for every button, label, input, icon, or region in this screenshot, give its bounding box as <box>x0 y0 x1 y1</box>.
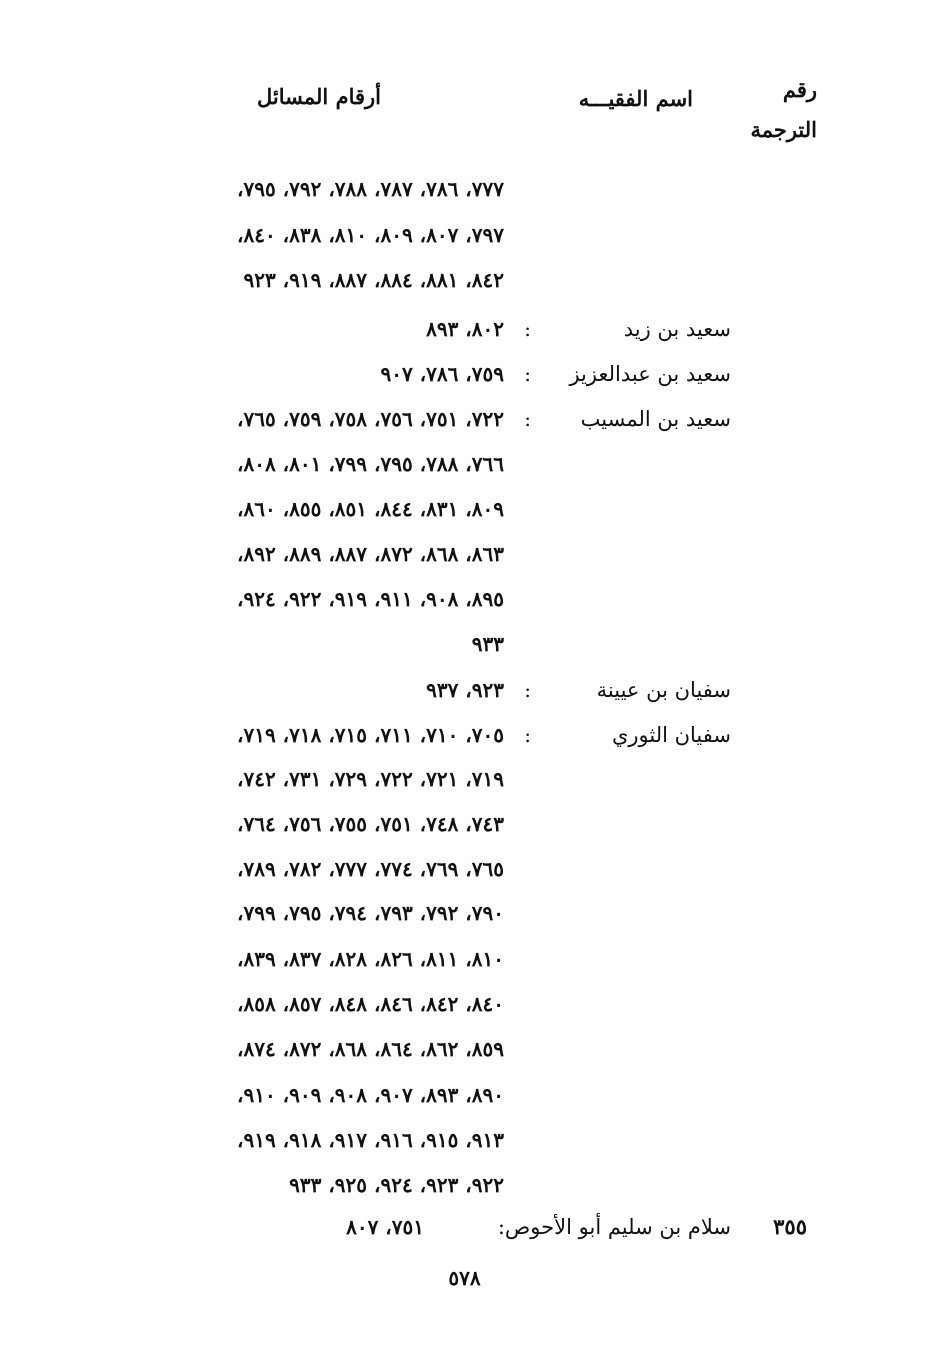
index-row <box>0 449 949 479</box>
issue-numbers: ٨٠٩، ٨٣١، ٨٤٤، ٨٥١، ٨٥٥، ٨٦٠، <box>237 497 504 521</box>
jurist-name: سعيد بن عبدالعزيز <box>569 362 731 386</box>
index-row <box>0 404 949 434</box>
index-row-last <box>0 1212 949 1242</box>
index-row <box>0 720 949 750</box>
issue-numbers: ٩٢٢، ٩٢٣، ٩٢٤، ٩٢٥، ٩٣٣ <box>289 1173 504 1197</box>
index-row <box>0 1080 949 1110</box>
index-row <box>0 1034 949 1064</box>
index-row <box>0 809 949 839</box>
issue-numbers: ٧٠٥، ٧١٠، ٧١١، ٧١٥، ٧١٨، ٧١٩، <box>237 723 504 747</box>
separator-colon: : <box>524 723 531 747</box>
index-row <box>0 944 949 974</box>
entry-number-header-line2: الترجمة <box>750 117 817 142</box>
index-row <box>0 314 949 344</box>
issue-numbers: ٨٥٩، ٨٦٢، ٨٦٤، ٨٦٨، ٨٧٢، ٨٧٤، <box>237 1037 504 1061</box>
jurist-name: سلام بن سليم أبو الأحوص: <box>497 1215 731 1239</box>
jurist-name: سفيان بن عيينة <box>596 678 731 702</box>
index-row <box>0 854 949 884</box>
index-row <box>0 898 949 928</box>
issue-numbers: ٧٩٠، ٧٩٢، ٧٩٣، ٧٩٤، ٧٩٥، ٧٩٩، <box>237 901 504 925</box>
issue-numbers: ٨٠٢، ٨٩٣ <box>426 317 504 341</box>
issue-numbers: ٨٩٠، ٨٩٣، ٩٠٧، ٩٠٨، ٩٠٩، ٩١٠، <box>237 1083 504 1107</box>
issue-numbers: ٧١٩، ٧٢١، ٧٢٢، ٧٢٩، ٧٣١، ٧٤٢، <box>237 767 504 791</box>
issue-numbers-header: أرقام المسائل <box>257 84 381 109</box>
index-row <box>0 764 949 794</box>
issue-numbers: ٨٤٢، ٨٨١، ٨٨٤، ٨٨٧، ٩١٩، ٩٢٣ <box>243 268 504 292</box>
separator-colon: : <box>524 407 531 431</box>
issue-numbers: ٧٥٩، ٧٨٦، ٩٠٧ <box>380 362 504 386</box>
jurist-name-header: اسم الفقيـــه <box>578 86 693 111</box>
entry-number-header <box>750 70 817 150</box>
page-number <box>0 1266 949 1290</box>
separator-colon: : <box>524 317 531 341</box>
index-row <box>0 174 949 204</box>
index-row <box>0 265 949 295</box>
index-row <box>0 1170 949 1200</box>
issue-numbers: ٧٤٣، ٧٤٨، ٧٥١، ٧٥٥، ٧٥٦، ٧٦٤، <box>237 812 504 836</box>
issue-numbers: ٨٩٥، ٩٠٨، ٩١١، ٩١٩، ٩٢٢، ٩٢٤، <box>237 587 504 611</box>
issue-numbers: ٧٧٧، ٧٨٦، ٧٨٧، ٧٨٨، ٧٩٢، ٧٩٥، <box>237 177 504 201</box>
issue-numbers: ٨٦٣، ٨٦٨، ٨٧٢، ٨٨٧، ٨٨٩، ٨٩٢، <box>237 542 504 566</box>
issue-numbers: ٩١٣، ٩١٥، ٩١٦، ٩١٧، ٩١٨، ٩١٩، <box>237 1128 504 1152</box>
issue-numbers: ٧٦٦، ٧٨٨، ٧٩٥، ٧٩٩، ٨٠١، ٨٠٨، <box>237 452 504 476</box>
issue-numbers: ٩٢٣، ٩٣٧ <box>426 678 504 702</box>
separator-colon: : <box>524 362 531 386</box>
index-row <box>0 359 949 389</box>
index-row <box>0 989 949 1019</box>
index-row <box>0 1125 949 1155</box>
entry-number-header-line1: رقم <box>782 77 817 102</box>
issue-numbers: ٧٩٧، ٨٠٧، ٨٠٩، ٨١٠، ٨٣٨، ٨٤٠، <box>237 223 504 247</box>
index-row <box>0 494 949 524</box>
index-row <box>0 584 949 614</box>
index-row <box>0 629 949 659</box>
entry-number: ٣٥٥ <box>773 1214 807 1239</box>
issue-numbers: ٨٤٠، ٨٤٢، ٨٤٦، ٨٤٨، ٨٥٧، ٨٥٨، <box>237 992 504 1016</box>
index-row <box>0 220 949 250</box>
issue-numbers: ٩٣٣ <box>471 632 504 656</box>
index-row <box>0 539 949 569</box>
page-number-text: ٥٧٨ <box>448 1266 481 1290</box>
issue-numbers: ٧٦٥، ٧٦٩، ٧٧٤، ٧٧٧، ٧٨٢، ٧٨٩، <box>237 857 504 881</box>
issue-numbers: ٧٥١، ٨٠٧ <box>346 1215 424 1239</box>
jurist-name: سعيد بن المسيب <box>580 407 731 431</box>
separator-colon: : <box>524 678 531 702</box>
issue-numbers: ٨١٠، ٨١١، ٨٢٦، ٨٢٨، ٨٣٧، ٨٣٩، <box>237 947 504 971</box>
jurist-name: سفيان الثوري <box>611 723 731 747</box>
index-row <box>0 675 949 705</box>
issue-numbers: ٧٢٢، ٧٥١، ٧٥٦، ٧٥٨، ٧٥٩، ٧٦٥، <box>237 407 504 431</box>
jurist-name: سعيد بن زيد <box>623 317 731 341</box>
